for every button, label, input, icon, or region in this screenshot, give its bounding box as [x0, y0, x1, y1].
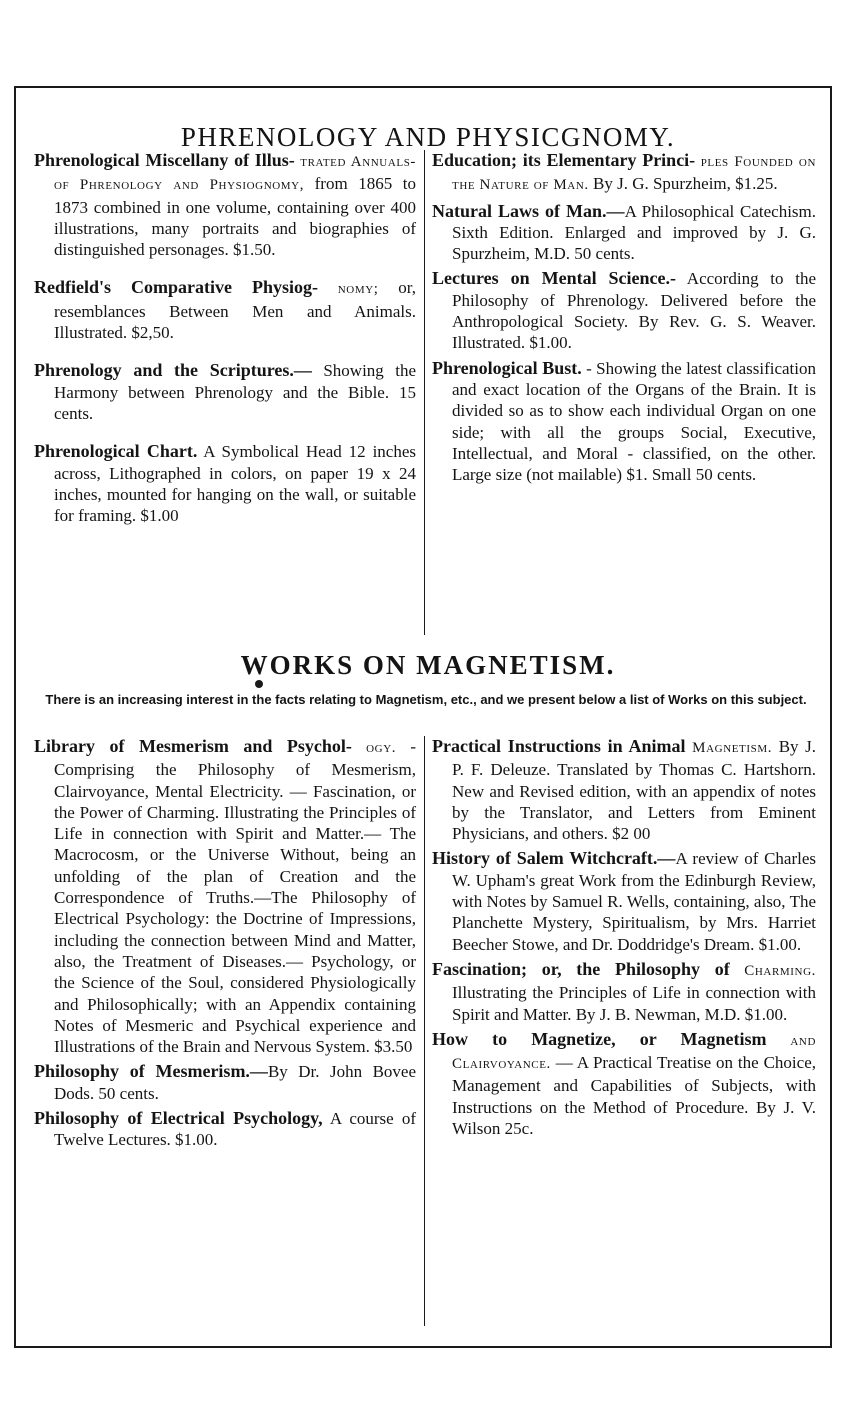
book-entry	[432, 150, 816, 197]
magnetism-left-column	[34, 736, 416, 1155]
book-entry	[34, 736, 416, 1057]
phrenology-left-column	[34, 150, 416, 543]
book-entry	[34, 1108, 416, 1151]
book-title: Philosophy of Mesmerism.—	[34, 1061, 268, 1082]
book-description: By Dr. John Bovee Dods. 50 cents.	[54, 1062, 416, 1103]
book-entry	[432, 358, 816, 486]
book-entry	[34, 150, 416, 260]
book-entry	[432, 1029, 816, 1139]
book-subtitle: and Clairvoyance.	[452, 1032, 817, 1073]
book-description: A review of Charles W. Upham's great Work from the Edinburgh Review, with Notes by Samuel R. Wells, containing, also, The Planchette Mystery, Spiritualism, by Mrs. Harriet Beecher Stowe, and Dr. Doddridge's Dream. $1.00.	[452, 849, 817, 954]
book-title: Education; its Elementary Princi-	[432, 150, 696, 170]
book-entry	[432, 959, 816, 1025]
book-subtitle: nomy;	[337, 281, 379, 298]
book-title: Natural Laws of Man.—	[432, 200, 625, 221]
magnetism-right-column	[432, 736, 816, 1143]
book-title: History of Salem Witchcraft.—	[432, 848, 676, 869]
book-description: - Showing the latest classification and exact location of the Organs of the Brain. It is divided so as to show each individual Organ on one side; with all the groups Social, Executive, Intellectual, and Moral - classified, on the other. Large size (not mailable) $1. Small 50 cents.	[452, 358, 816, 485]
book-title: Phrenological Chart.	[34, 441, 198, 462]
book-subtitle: Magnetism.	[692, 740, 773, 756]
book-title: Fascination; or, the Philosophy of	[432, 958, 730, 979]
book-title: Philosophy of Electrical Psychology,	[34, 1108, 323, 1129]
book-title: Lectures on Mental Science.-	[432, 268, 677, 289]
book-entry	[432, 268, 816, 353]
book-description: A Philosophical Catechism. Sixth Edition. Enlarged and improved by J. G. Spurzheim, M.D. 50 cents.	[452, 201, 817, 264]
book-title: Phrenology and the Scriptures.—	[34, 360, 312, 381]
book-entry	[432, 201, 816, 265]
book-description: - Comprising the Philosophy of Mesmerism, Clairvoyance, Mental Electricity. — Fascination, or the Power of Charming. Illustrating the Principles of Life in connection with Spirit and Matter.— The Macrocosm, or the Universe Without, being an unfolding of the plan of Creation and the Correspondence of Truths.—The Philosophy of Electrical Psychology: the Doctrine of Impressions, including the connection between Mind and Matter, also, the Treatment of Diseases.— Psychology, or the Science of the Soul, considered Physiologically and Philosophically; with an Appendix containing Notes of Mesmeric and Psychical experience and Illustrations of the Brain and Nervous System. $3.50	[54, 737, 416, 1057]
book-title: Phrenological Miscellany of Illus-	[34, 150, 295, 170]
section-title-magnetism: WORKS ON MAGNETISM.	[240, 650, 616, 680]
book-title: How to Magnetize, or Magnetism	[432, 1028, 767, 1049]
book-entry	[34, 441, 416, 526]
column-divider	[424, 150, 425, 635]
book-description: A Symbolical Head 12 inches across, Lithographed in colors, on paper 19 x 24 inches, mounted for hanging on the wall, or suitable for framing. $1.00	[54, 442, 417, 526]
book-description: Showing the Harmony between Phrenology and the Bible. 15 cents.	[54, 361, 416, 423]
book-description: By J. P. F. Deleuze. Translated by Thomas C. Hartshorn. New and Revised edition, with an appendix of notes by the Translator, and Letters from Eminent Physicians, and others. $2 00	[452, 737, 817, 844]
book-description: — A Practical Treatise on the Choice, Management and Capabilities of Subjects, with Instructions on the Method of Procedure. By J. V. Wilson 25c.	[452, 1053, 816, 1139]
phrenology-right-column	[432, 150, 816, 489]
book-title: Redfield's Comparative Physiog-	[34, 277, 318, 298]
book-subtitle: ples Founded on the Nature of Man.	[452, 154, 817, 194]
book-title: Practical Instructions in Animal	[432, 736, 686, 756]
book-title: Library of Mesmerism and Psychol-	[34, 736, 352, 756]
book-description: from 1865 to 1873 combined in one volume, containing over 400 illustrations, many portraits and biographies of distinguished personages. $1.50.	[54, 174, 416, 260]
book-description: According to the Philosophy of Phrenology. Delivered before the Anthropological Society. By Rev. G. S. Weaver. Illustrated. $1.00.	[452, 269, 816, 353]
book-entry	[34, 277, 416, 343]
book-description: A course of Twelve Lectures. $1.00.	[54, 1109, 416, 1150]
column-divider	[424, 736, 425, 1326]
book-subtitle: trated Annuals-of Phrenology and Physiognomy,	[54, 154, 417, 194]
section-title-phrenology: PHRENOLOGY AND PHYSICGNOMY.	[180, 122, 676, 153]
book-title: Phrenological Bust.	[432, 357, 582, 378]
book-description: By J. G. Spurzheim, $1.25.	[588, 174, 778, 194]
book-entry	[432, 736, 816, 844]
book-entry	[34, 360, 416, 424]
book-description: Illustrating the Principles of Life in connection with Spirit and Matter. By J. B. Newman, M.D. $1.00.	[452, 983, 816, 1024]
section-intro: There is an increasing interest in the facts relating to Magnetism, etc., and we present below a list of Works on this subject.	[45, 692, 807, 707]
book-description: or, resemblances Between Men and Animals. Illustrated. $2,50.	[54, 278, 416, 343]
ink-dot	[255, 680, 263, 688]
book-entry	[432, 848, 816, 954]
book-subtitle: ogy.	[366, 740, 397, 756]
book-entry	[34, 1061, 416, 1104]
book-subtitle: Charming.	[744, 962, 816, 979]
